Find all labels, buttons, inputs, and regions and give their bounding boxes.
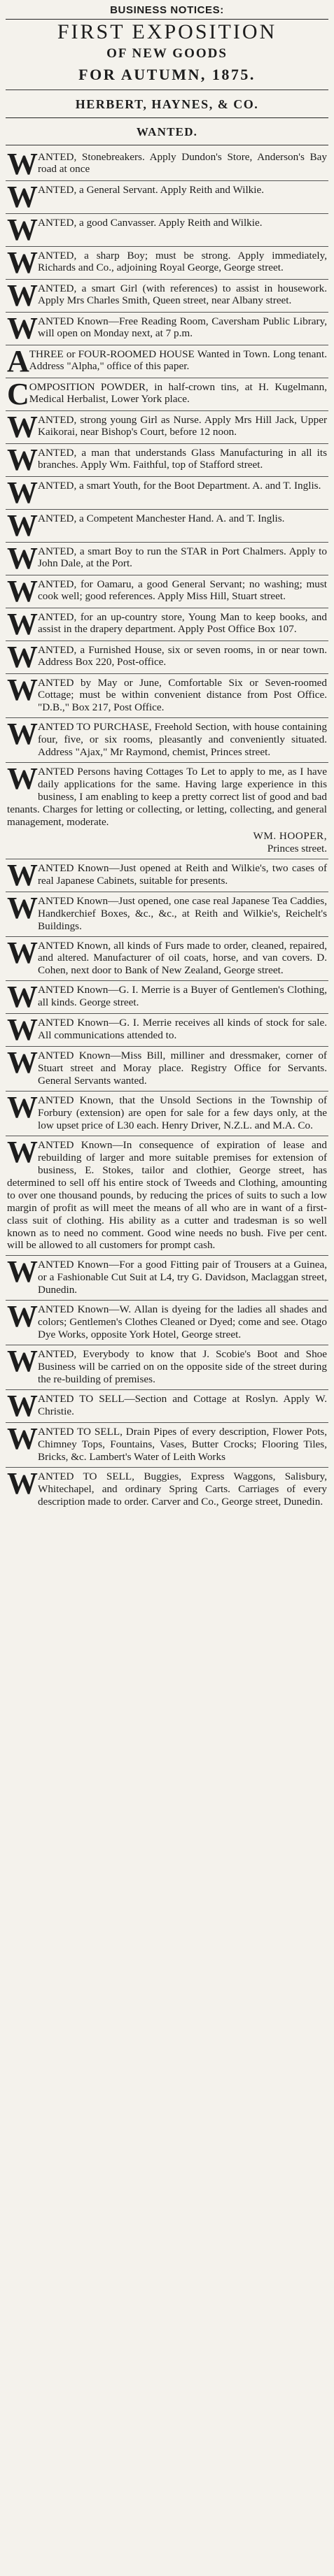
- ad-text: ANTED, a man that understands Glass Manufacturing in all its branches. Apply Wm. Faithful, top of Stafford street.: [38, 446, 327, 471]
- ad-text: ANTED Known—Just opened at Reith and Wilkie's, two cases of real Japanese Cabinets, suitable for presents.: [38, 861, 327, 887]
- ad-initial-letter: W: [7, 857, 36, 892]
- classified-ad: [6, 280, 328, 313]
- ad-text: ANTED Known—G. I. Merrie is a Buyer of Gentlemen's Clothing, all kinds. George street.: [38, 984, 327, 1009]
- ad-initial-letter: A: [7, 343, 28, 378]
- ad-text: ANTED Known—W. Allan is dyeing for the ladies all shades and colors; Gentlemen's Clothes Cleaned or Dyed; come and see. Otago Dye Works, opposite York Hotel, George street.: [38, 1303, 327, 1341]
- classified-ad: [6, 937, 328, 982]
- classified-ad: [6, 575, 328, 608]
- header-rule: [6, 19, 328, 20]
- ad-text: ANTED Known, all kinds of Furs made to order, cleaned, repaired, and altered. Manufacturer of oil coats, horse, and van covers. D. Cohen, next door to Bank of New Zealand, George street.: [38, 939, 327, 977]
- classified-ad: [6, 718, 328, 763]
- ad-initial-letter: W: [7, 606, 36, 641]
- classified-ad: [6, 763, 328, 859]
- classified-ad: [6, 1423, 328, 1468]
- classified-ad: [6, 1014, 328, 1047]
- ad-text: ANTED Known—Just opened, one case real Japanese Tea Caddies, Handkerchief Boxes, &c., &c., at Reith and Wilkie's, Reichelt's Buildings.: [38, 894, 327, 932]
- ad-text: OMPOSITION POWDER, in half-crown tins, at H. Kugelmann, Medical Herbalist, Lower York place.: [29, 380, 327, 406]
- ad-text: ANTED Known—G. I. Merrie receives all kinds of stock for sale. All communications attended to.: [38, 1017, 327, 1042]
- ad-text: ANTED Known—In consequence of expiration of lease and rebuilding of larger and more suitable premises for extension of business, E. Stokes, tailor and clothier, George street, has determined to sell off his entire stock of Tweeds and Clothing, amounting to over one thousand pounds, by reducing the prices of suits to such a low margin of profit as will meet the means of all who are in want of a first-class suit of clothing. His ability as a cutter and tradesman is so well known as to need no comment. Good wine needs no bush. Five per cent. will be allowed to all customers for prompt cash.: [7, 1138, 327, 1252]
- classified-ad: [6, 310, 328, 345]
- ad-initial-letter: W: [7, 1421, 36, 1456]
- ad-text: ANTED, Everybody to know that J. Scobie's Boot and Shoe Business will be carried on on the opposite side of the street during the re-building of premises.: [38, 1348, 327, 1385]
- ad-text: ANTED, a sharp Boy; must be strong. Apply immediately, Richards and Co., adjoining Royal George, George street.: [38, 249, 327, 274]
- ad-initial-letter: W: [7, 1466, 36, 1501]
- classified-ad: [6, 181, 328, 214]
- classified-ad: [6, 1468, 328, 1512]
- ad-text: ANTED Known, that the Unsold Sections in the Township of Forbury (extension) are open for sale for a few days only, at the low upset price of L30 each. Henry Driver, N.Z.L. and M.A. Co.: [38, 1094, 327, 1131]
- classified-ad: [6, 674, 328, 719]
- ad-initial-letter: W: [7, 980, 36, 1015]
- classified-ad: [6, 477, 328, 510]
- ad-initial-letter: W: [7, 245, 36, 280]
- classified-ad: [6, 411, 328, 444]
- ad-initial-letter: W: [7, 1012, 36, 1047]
- ad-text: ANTED, a Competent Manchester Hand. A. and T. Inglis.: [38, 512, 285, 524]
- classified-ad: [6, 510, 328, 543]
- classified-ad: [6, 1301, 328, 1345]
- ad-text: ANTED TO SELL, Drain Pipes of every description, Flower Pots, Chimney Tops, Fountains, Vases, Butter Crocks; Flooring Tiles, Bricks, &c. Lambert's Water of Leith Works: [38, 1425, 327, 1463]
- ad-initial-letter: W: [7, 761, 36, 796]
- ad-initial-letter: W: [7, 475, 36, 510]
- classified-ad: [6, 641, 328, 674]
- ad-initial-letter: W: [7, 541, 36, 575]
- ad-initial-letter: W: [7, 639, 36, 674]
- classified-ad: [6, 345, 328, 378]
- ad-text: ANTED, a Furnished House, six or seven rooms, in or near town. Address Box 220, Post-office.: [38, 643, 327, 668]
- ad-initial-letter: C: [7, 376, 28, 411]
- ad-initial-letter: W: [7, 146, 36, 181]
- ad-text: ANTED, for an up-country store, Young Man to keep books, and assist in the drapery department. Apply Post Office Box 107.: [38, 610, 327, 636]
- exposition-title: FIRST EXPOSITION: [57, 20, 277, 43]
- ad-signature-address: Princes street.: [267, 842, 327, 854]
- ad-text: ANTED, a good Canvasser. Apply Reith and Wilkie.: [38, 216, 263, 229]
- ad-initial-letter: W: [7, 1254, 36, 1289]
- ad-initial-letter: W: [7, 1388, 36, 1423]
- ad-text: ANTED, a General Servant. Apply Reith and Wilkie.: [38, 183, 265, 196]
- ad-initial-letter: W: [7, 1134, 36, 1169]
- ad-text: ANTED TO PURCHASE, Freehold Section, with house containing four, five, or six rooms, pleasantly and conveniently situated. Address "Ajax," Mr Raymond, chemist, Princes street.: [38, 721, 327, 759]
- ad-initial-letter: W: [7, 179, 36, 214]
- classified-ad: [6, 148, 328, 181]
- ad-text: ANTED by May or June, Comfortable Six or Seven-roomed Cottage; must be within convenient distance from Post Office. "D.B.," Box 217, Post Office.: [38, 676, 327, 714]
- ad-text: ANTED Known—Miss Bill, milliner and dressmaker, corner of Stuart street and Moray place. Registry Office for Servants. General Servants wanted.: [38, 1050, 327, 1087]
- ad-initial-letter: W: [7, 508, 36, 543]
- classified-ad: [6, 444, 328, 477]
- new-goods-line: OF NEW GOODS: [106, 45, 228, 61]
- ad-signature: WM. HOOPER,: [253, 829, 327, 842]
- classified-ad: [6, 1345, 328, 1390]
- ad-text: ANTED, a smart Girl (with references) to assist in housework. Apply Mrs Charles Smith, Queen street, near Albany street.: [38, 282, 327, 307]
- wanted-heading: WANTED.: [136, 124, 198, 138]
- ad-text: ANTED Known—For a good Fitting pair of Trousers at a Guinea, or a Fashionable Cut Suit at L4, try G. Davidson, Maclaggan street, Dunedin.: [38, 1259, 327, 1296]
- autumn-line: FOR AUTUMN, 1875.: [78, 65, 256, 83]
- classified-ad: [6, 214, 328, 247]
- classified-ad: [6, 247, 328, 280]
- classified-ad: [6, 1390, 328, 1423]
- classified-ad: [6, 1136, 328, 1256]
- classified-ad: [6, 981, 328, 1014]
- firm-rule: [6, 117, 328, 118]
- ad-initial-letter: W: [7, 573, 36, 608]
- ad-initial-letter: W: [7, 310, 36, 345]
- ad-text: ANTED Known—Free Reading Room, Caversham Public Library, will open on Monday next, at 7 p.m.: [38, 315, 327, 340]
- classified-ad: [6, 378, 328, 411]
- ad-initial-letter: W: [7, 409, 36, 444]
- ad-text: THREE or FOUR-ROOMED HOUSE Wanted in Town. Long tenant. Address "Alpha," office of this paper.: [29, 348, 327, 373]
- ad-initial-letter: W: [7, 890, 36, 925]
- firm-name: HERBERT, HAYNES, & CO.: [75, 96, 259, 111]
- ad-initial-letter: W: [7, 442, 36, 477]
- ad-initial-letter: W: [7, 717, 36, 752]
- classified-ad: [6, 1092, 328, 1136]
- ad-initial-letter: W: [7, 672, 36, 707]
- classified-ad: [6, 892, 328, 937]
- ad-initial-letter: W: [7, 212, 36, 247]
- ad-text: ANTED TO SELL, Buggies, Express Waggons, Salisbury, Whitechapel, and ordinary Spring Carts. Carriages of every description made to order. Carver and Co., George street, Dunedin.: [38, 1470, 327, 1508]
- notice-label: BUSINESS NOTICES:: [110, 4, 224, 16]
- classified-ad: [6, 543, 328, 575]
- ad-text: ANTED, for Oamaru, a good General Servant; no washing; must cook well; good references. Apply Miss Hill, Stuart street.: [38, 578, 327, 603]
- ad-initial-letter: W: [7, 1344, 36, 1378]
- classified-ad: [6, 859, 328, 892]
- ad-text: ANTED TO SELL—Section and Cottage at Roslyn. Apply W. Christie.: [38, 1392, 327, 1417]
- ad-text: ANTED, strong young Girl as Nurse. Apply Mrs Hill Jack, Upper Kaikorai, near Bishop's Court, before 12 noon.: [38, 413, 327, 438]
- ad-initial-letter: W: [7, 1045, 36, 1080]
- ad-text: ANTED, Stonebreakers. Apply Dundon's Store, Anderson's Bay road at once: [38, 150, 327, 176]
- ads-list: [6, 148, 328, 1512]
- classified-ad: [6, 1047, 328, 1092]
- ad-initial-letter: W: [7, 1299, 36, 1334]
- ad-text: ANTED, a smart Boy to run the STAR in Port Chalmers. Apply to John Dale, at the Port.: [38, 545, 327, 570]
- ad-initial-letter: W: [7, 1090, 36, 1125]
- ad-initial-letter: W: [7, 935, 36, 970]
- ad-text: ANTED Persons having Cottages To Let to apply to me, as I have daily applications for the same. Having large experience in this business, I am enabling to keep a pretty correct list of good and bad tenants. Charges for letting or collecting, or letting, collecting, and general management, moderate.: [7, 766, 327, 828]
- classified-ad: [6, 1256, 328, 1301]
- ad-initial-letter: W: [7, 278, 36, 313]
- ad-text: ANTED, a smart Youth, for the Boot Department. A. and T. Inglis.: [38, 479, 321, 492]
- classified-ad: [6, 608, 328, 641]
